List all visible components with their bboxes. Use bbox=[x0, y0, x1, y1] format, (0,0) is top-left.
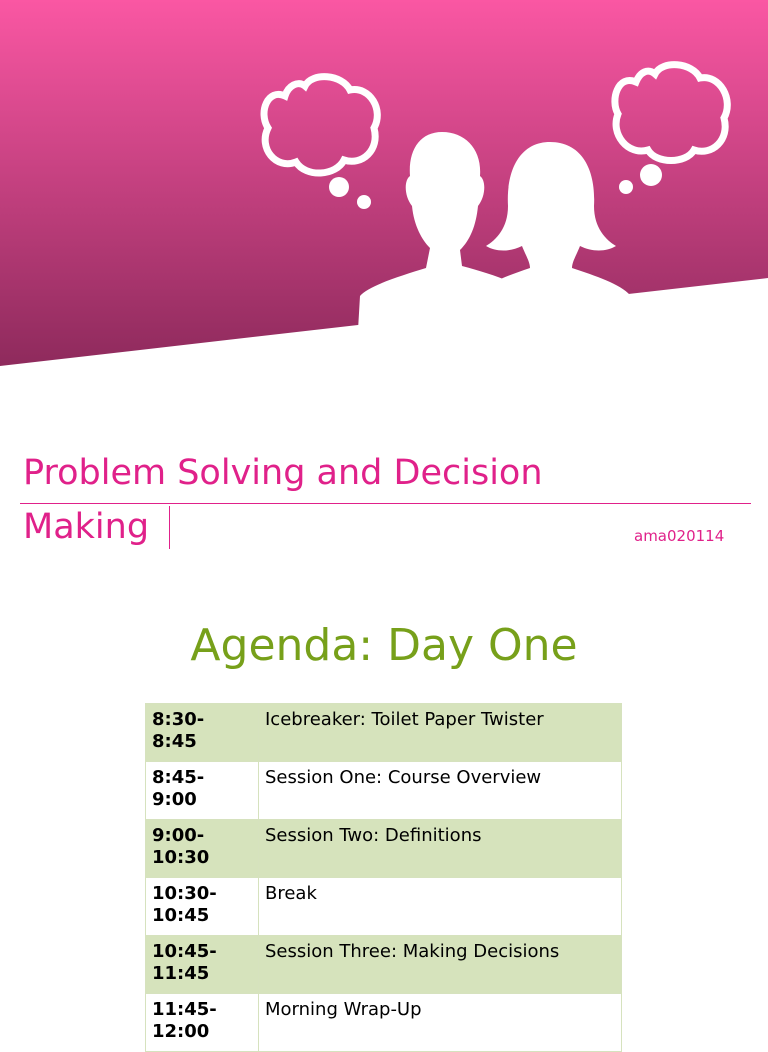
thought-dot bbox=[619, 180, 633, 194]
time-end: 10:45 bbox=[152, 905, 210, 926]
thought-dot bbox=[640, 164, 662, 186]
time-end: 8:45 bbox=[152, 731, 197, 752]
agenda-time-cell bbox=[146, 704, 259, 762]
agenda-activity-cell: Break bbox=[259, 878, 622, 936]
agenda-time-cell bbox=[146, 762, 259, 820]
agenda-time-cell bbox=[146, 994, 259, 1052]
agenda-table bbox=[145, 703, 622, 1052]
agenda-row bbox=[146, 762, 622, 820]
agenda-activity-cell: Session One: Course Overview bbox=[259, 762, 622, 820]
agenda-time-cell bbox=[146, 878, 259, 936]
text-cursor-bar bbox=[169, 506, 170, 549]
agenda-time-cell bbox=[146, 820, 259, 878]
time-start: 11:45- bbox=[152, 999, 217, 1020]
time-end: 10:30 bbox=[152, 847, 210, 868]
time-end: 9:00 bbox=[152, 789, 197, 810]
agenda-activity-cell: Session Two: Definitions bbox=[259, 820, 622, 878]
title-divider bbox=[20, 503, 751, 504]
page-title-line-1: Problem Solving and Decision bbox=[23, 453, 543, 493]
agenda-row bbox=[146, 704, 622, 762]
agenda-activity-cell: Morning Wrap-Up bbox=[259, 994, 622, 1052]
hero-banner bbox=[0, 0, 768, 370]
agenda-activity-cell: Icebreaker: Toilet Paper Twister bbox=[259, 704, 622, 762]
agenda-row bbox=[146, 878, 622, 936]
time-start: 10:45- bbox=[152, 941, 217, 962]
agenda-time-cell bbox=[146, 936, 259, 994]
time-start: 8:30- bbox=[152, 709, 205, 730]
time-start: 8:45- bbox=[152, 767, 205, 788]
time-end: 11:45 bbox=[152, 963, 210, 984]
agenda-heading: Agenda: Day One bbox=[190, 620, 578, 671]
agenda-row bbox=[146, 994, 622, 1052]
agenda-row bbox=[146, 936, 622, 994]
page-title-line-2: Making bbox=[23, 507, 150, 547]
agenda-row bbox=[146, 820, 622, 878]
document-code: ama020114 bbox=[634, 527, 725, 545]
agenda-activity-cell: Session Three: Making Decisions bbox=[259, 936, 622, 994]
thought-dot bbox=[329, 177, 349, 197]
time-end: 12:00 bbox=[152, 1021, 210, 1042]
time-start: 9:00- bbox=[152, 825, 205, 846]
hero-illustration bbox=[0, 0, 768, 370]
thought-dot bbox=[357, 195, 371, 209]
time-start: 10:30- bbox=[152, 883, 217, 904]
